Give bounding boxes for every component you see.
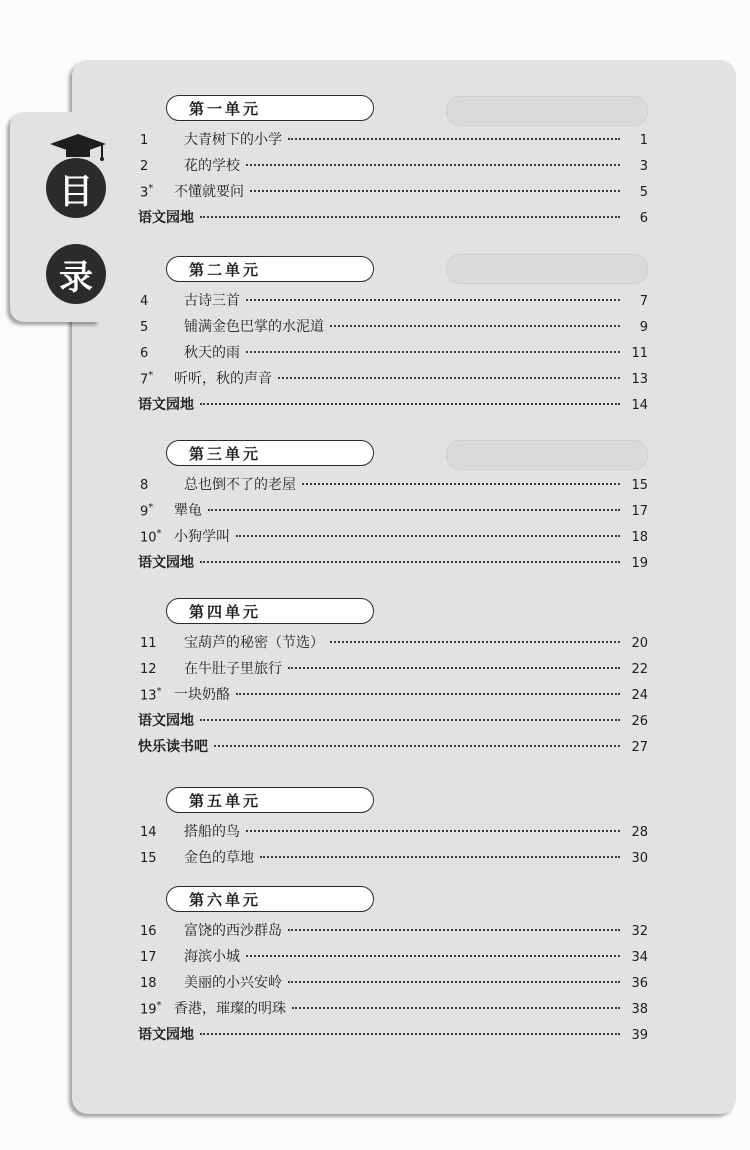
lesson-title: 听听，秋的声音 <box>174 371 272 387</box>
dot-leader <box>288 929 620 931</box>
lesson-title: 海滨小城 <box>184 949 240 965</box>
toc-entry-section[interactable] <box>70 736 650 762</box>
dot-leader <box>200 1033 620 1035</box>
toc-entry-section[interactable] <box>70 394 650 420</box>
lesson-number: 14 <box>140 825 157 840</box>
optional-lesson-star: * <box>148 369 154 381</box>
lesson-number: 12 <box>140 662 157 677</box>
lesson-title: 香港，璀璨的明珠 <box>174 1001 286 1017</box>
page-number: 32 <box>631 924 648 939</box>
page-number: 19 <box>631 556 648 571</box>
dot-leader <box>236 693 620 695</box>
toc-entry[interactable] <box>70 684 650 710</box>
page-number: 5 <box>639 185 648 200</box>
page-number: 27 <box>631 740 648 755</box>
toc-heading-mu: 目 <box>46 158 106 218</box>
dot-leader <box>214 745 620 747</box>
unit-title: 第二单元 <box>166 256 374 282</box>
toc-entry[interactable] <box>70 632 650 658</box>
lesson-title: 铺满金色巴掌的水泥道 <box>184 319 324 335</box>
dot-leader <box>288 981 620 983</box>
lesson-number: 18 <box>140 976 157 991</box>
page-number: 18 <box>631 530 648 545</box>
lesson-number: 6 <box>140 346 149 361</box>
toc-entry[interactable] <box>70 998 650 1024</box>
lesson-number: 13* <box>140 685 162 703</box>
dot-leader <box>250 190 620 192</box>
lesson-number: 19* <box>140 999 162 1017</box>
dot-leader <box>260 856 620 858</box>
lesson-number: 11 <box>140 636 157 651</box>
page-number: 28 <box>631 825 648 840</box>
dot-leader <box>330 641 620 643</box>
lesson-title: 古诗三首 <box>184 293 240 309</box>
page-number: 24 <box>631 688 648 703</box>
lesson-title: 大青树下的小学 <box>184 132 282 148</box>
toc-entry-section[interactable] <box>70 552 650 578</box>
dot-leader <box>246 351 620 353</box>
lesson-title: 一块奶酪 <box>174 687 230 703</box>
page-number: 7 <box>639 294 648 309</box>
toc-entry[interactable] <box>70 972 650 998</box>
dot-leader <box>292 1007 620 1009</box>
toc-entry[interactable] <box>70 181 650 207</box>
lesson-title: 小狗学叫 <box>174 529 230 545</box>
dot-leader <box>288 667 620 669</box>
lesson-title: 语文园地 <box>138 1027 194 1043</box>
page-number: 22 <box>631 662 648 677</box>
dot-leader <box>302 483 620 485</box>
lesson-number: 17 <box>140 950 157 965</box>
toc-entry[interactable] <box>70 500 650 526</box>
lesson-number: 4 <box>140 294 149 309</box>
page-number: 3 <box>639 159 648 174</box>
toc-entry[interactable] <box>70 290 650 316</box>
page-number: 13 <box>631 372 648 387</box>
lesson-title: 语文园地 <box>138 713 194 729</box>
lesson-title: 花的学校 <box>184 158 240 174</box>
lesson-title: 美丽的小兴安岭 <box>184 975 282 991</box>
lesson-number: 9* <box>140 501 154 519</box>
dot-leader <box>236 535 620 537</box>
lesson-title: 秋天的雨 <box>184 345 240 361</box>
lesson-number: 15 <box>140 851 157 866</box>
dot-leader <box>200 216 620 218</box>
lesson-title: 不懂就要问 <box>174 184 244 200</box>
toc-entry[interactable] <box>70 821 650 847</box>
toc-entry[interactable] <box>70 658 650 684</box>
page-number: 38 <box>631 1002 648 1017</box>
toc-entry[interactable] <box>70 155 650 181</box>
page-number: 20 <box>631 636 648 651</box>
page-number: 34 <box>631 950 648 965</box>
lesson-title: 在牛肚子里旅行 <box>184 661 282 677</box>
page-number: 17 <box>631 504 648 519</box>
toc-entry[interactable] <box>70 526 650 552</box>
dot-leader <box>208 509 620 511</box>
toc-entry[interactable] <box>70 316 650 342</box>
page-number: 6 <box>639 211 648 226</box>
optional-lesson-star: * <box>148 182 154 194</box>
unit-section <box>138 256 648 420</box>
toc-entry-section[interactable] <box>70 1024 650 1050</box>
toc-entry[interactable] <box>70 474 650 500</box>
dot-leader <box>200 561 620 563</box>
page-number: 26 <box>631 714 648 729</box>
page-number: 36 <box>631 976 648 991</box>
page-number: 1 <box>639 133 648 148</box>
dot-leader <box>246 299 620 301</box>
toc-entry-section[interactable] <box>70 710 650 736</box>
lesson-title: 语文园地 <box>138 210 194 226</box>
unit-section <box>138 598 648 762</box>
unit-title: 第六单元 <box>166 886 374 912</box>
page-number: 14 <box>631 398 648 413</box>
lesson-title: 宝葫芦的秘密（节选） <box>184 635 324 651</box>
lesson-title: 快乐读书吧 <box>138 739 208 755</box>
toc-entry[interactable] <box>70 368 650 394</box>
lesson-title: 犟龟 <box>174 503 202 519</box>
page-number: 39 <box>631 1028 648 1043</box>
toc-entry[interactable] <box>70 847 650 873</box>
lesson-number: 3* <box>140 182 154 200</box>
lesson-title: 语文园地 <box>138 397 194 413</box>
lesson-number: 10* <box>140 527 162 545</box>
page-number: 11 <box>631 346 648 361</box>
lesson-title: 搭船的鸟 <box>184 824 240 840</box>
dot-leader <box>330 325 620 327</box>
unit-title: 第四单元 <box>166 598 374 624</box>
toc-entry-section[interactable] <box>70 207 650 233</box>
page-number: 30 <box>631 851 648 866</box>
lesson-title: 总也倒不了的老屋 <box>184 477 296 493</box>
optional-lesson-star: * <box>156 999 162 1011</box>
lesson-number: 7* <box>140 369 154 387</box>
lesson-title: 金色的草地 <box>184 850 254 866</box>
dot-leader <box>246 955 620 957</box>
optional-lesson-star: * <box>156 527 162 539</box>
unit-section <box>138 440 648 578</box>
dot-leader <box>246 830 620 832</box>
dot-leader <box>200 719 620 721</box>
unit-title: 第三单元 <box>166 440 374 466</box>
toc-entry[interactable] <box>70 342 650 368</box>
page-number: 9 <box>639 320 648 335</box>
dot-leader <box>278 377 620 379</box>
unit-section <box>138 886 648 1050</box>
toc-entry[interactable] <box>70 946 650 972</box>
toc-entry[interactable] <box>70 129 650 155</box>
lesson-number: 8 <box>140 478 149 493</box>
toc-heading-lu: 录 <box>46 244 106 304</box>
toc-entry[interactable] <box>70 920 650 946</box>
dot-leader <box>288 138 620 140</box>
lesson-title: 富饶的西沙群岛 <box>184 923 282 939</box>
dot-leader <box>200 403 620 405</box>
unit-section <box>138 95 648 233</box>
page-number: 15 <box>631 478 648 493</box>
unit-title: 第一单元 <box>166 95 374 121</box>
lesson-number: 2 <box>140 159 149 174</box>
lesson-number: 5 <box>140 320 149 335</box>
optional-lesson-star: * <box>156 685 162 697</box>
lesson-number: 1 <box>140 133 149 148</box>
lesson-title: 语文园地 <box>138 555 194 571</box>
unit-section <box>140 787 648 873</box>
unit-title: 第五单元 <box>166 787 374 813</box>
dot-leader <box>246 164 620 166</box>
optional-lesson-star: * <box>148 501 154 513</box>
lesson-number: 16 <box>140 924 157 939</box>
